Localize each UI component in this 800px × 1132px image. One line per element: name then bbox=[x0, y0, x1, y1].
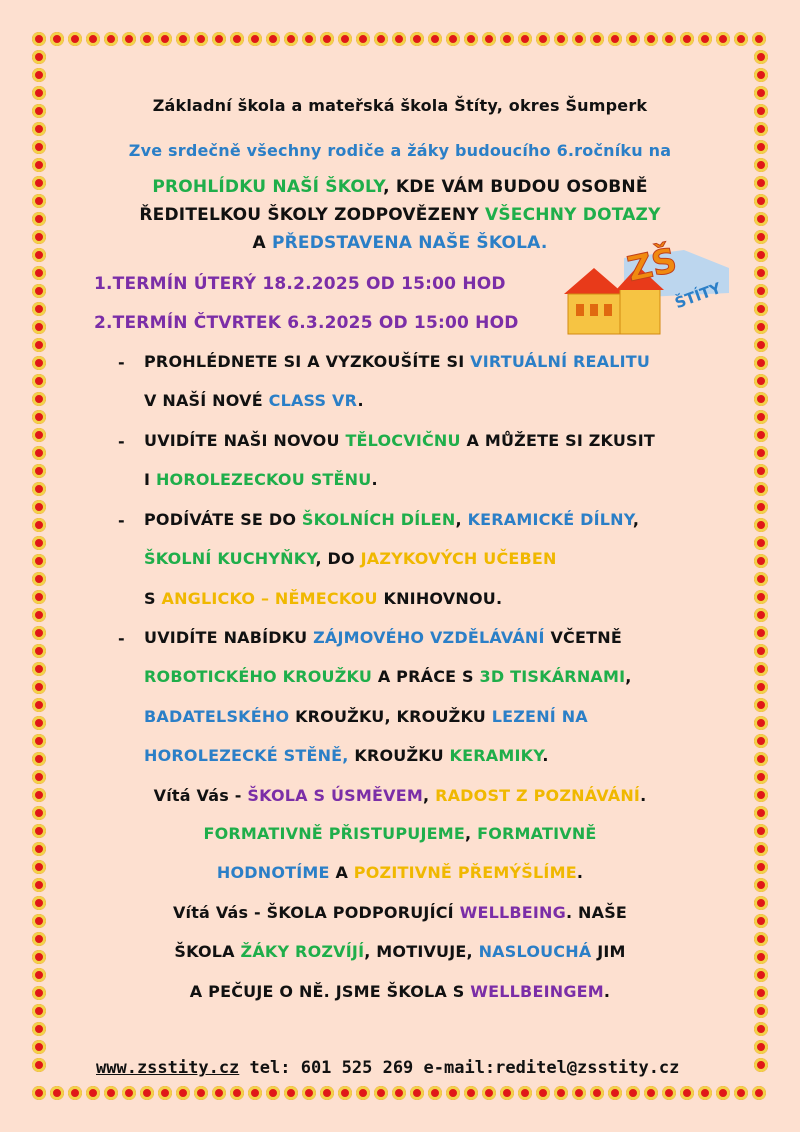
website-link[interactable]: www.zsstity.cz bbox=[96, 1058, 240, 1078]
flower-icon bbox=[446, 1086, 460, 1100]
flower-icon bbox=[626, 32, 640, 46]
flower-icon bbox=[644, 32, 658, 46]
flower-icon bbox=[32, 68, 46, 82]
ceramics-highlight: KERAMIKY bbox=[449, 746, 543, 765]
flower-icon bbox=[554, 1086, 568, 1100]
date-1 bbox=[94, 274, 506, 294]
climbing-highlight: LEZENÍ NA bbox=[491, 707, 588, 726]
bullet-3: - bbox=[118, 511, 125, 530]
flower-icon bbox=[32, 482, 46, 496]
flower-icon bbox=[464, 1086, 478, 1100]
flower-icon bbox=[410, 32, 424, 46]
flower-icon bbox=[194, 1086, 208, 1100]
school-house-logo bbox=[564, 238, 734, 338]
flower-icon bbox=[754, 500, 768, 514]
flower-icon bbox=[754, 446, 768, 460]
item-text: , DO bbox=[315, 549, 361, 568]
flower-icon bbox=[754, 482, 768, 496]
flower-icon bbox=[500, 1086, 514, 1100]
flower-icon bbox=[374, 1086, 388, 1100]
closing-line-2 bbox=[0, 824, 800, 843]
intro-text: ŘEDITELKOU ŠKOLY ZODPOVĚZENY bbox=[139, 205, 485, 225]
flower-icon bbox=[754, 1040, 768, 1054]
flower-icon bbox=[754, 266, 768, 280]
item-text: KNIHOVNOU. bbox=[377, 589, 503, 608]
research-highlight: BADATELSKÉHO bbox=[144, 707, 290, 726]
flower-icon bbox=[754, 1022, 768, 1036]
item-text: UVIDÍTE NABÍDKU bbox=[144, 628, 314, 647]
flower-icon bbox=[754, 698, 768, 712]
flower-icon bbox=[32, 626, 46, 640]
flower-icon bbox=[32, 1004, 46, 1018]
flower-icon bbox=[518, 32, 532, 46]
flower-icon bbox=[32, 842, 46, 856]
flower-icon bbox=[158, 1086, 172, 1100]
flower-icon bbox=[754, 320, 768, 334]
closing-text: . bbox=[640, 786, 647, 805]
flower-icon bbox=[338, 32, 352, 46]
flower-icon bbox=[754, 842, 768, 856]
flower-icon bbox=[464, 32, 478, 46]
flower-icon bbox=[32, 464, 46, 478]
flower-icon bbox=[176, 32, 190, 46]
flower-icon bbox=[754, 1004, 768, 1018]
flower-icon bbox=[754, 554, 768, 568]
flower-icon bbox=[754, 572, 768, 586]
flower-icon bbox=[754, 338, 768, 352]
flower-icon bbox=[32, 1086, 46, 1100]
flower-icon bbox=[32, 338, 46, 352]
closing-text: ŠKOLA bbox=[174, 942, 241, 961]
flower-icon bbox=[248, 32, 262, 46]
flower-icon bbox=[212, 32, 226, 46]
flower-icon bbox=[754, 284, 768, 298]
flower-icon bbox=[754, 536, 768, 550]
flower-icon bbox=[754, 716, 768, 730]
date-2 bbox=[94, 313, 519, 333]
flower-icon bbox=[32, 968, 46, 982]
logo-window bbox=[576, 304, 584, 316]
flower-icon bbox=[32, 356, 46, 370]
robotics-highlight: ROBOTICKÉHO KROUŽKU bbox=[144, 667, 373, 686]
flower-icon bbox=[754, 1058, 768, 1072]
school-presented-highlight: PŘEDSTAVENA NAŠE ŠKOLA. bbox=[271, 233, 548, 253]
item-text: UVIDÍTE NAŠI NOVOU bbox=[144, 431, 346, 450]
flower-icon bbox=[32, 392, 46, 406]
flower-icon bbox=[140, 32, 154, 46]
flower-icon bbox=[212, 1086, 226, 1100]
flower-icon bbox=[32, 644, 46, 658]
flower-icon bbox=[500, 32, 514, 46]
logo-name: ŠTÍTY bbox=[672, 279, 724, 313]
flower-icon bbox=[32, 1022, 46, 1036]
flower-border-bottom bbox=[30, 1084, 770, 1102]
flower-icon bbox=[32, 752, 46, 766]
logo-letters: ZŠ bbox=[623, 240, 681, 290]
flower-icon bbox=[32, 680, 46, 694]
wellbeing-school-highlight: WELLBEINGEM bbox=[470, 982, 604, 1001]
flower-icon bbox=[32, 500, 46, 514]
closing-text: , bbox=[423, 786, 436, 805]
flower-icon bbox=[302, 32, 316, 46]
flower-icon bbox=[754, 68, 768, 82]
flower-icon bbox=[754, 680, 768, 694]
flower-icon bbox=[32, 554, 46, 568]
flower-border-right bbox=[752, 48, 770, 1084]
flower-icon bbox=[572, 1086, 586, 1100]
item-4-line-2 bbox=[144, 667, 632, 686]
bullet-1: - bbox=[118, 353, 125, 372]
assess-highlight: HODNOTÍME bbox=[216, 863, 330, 882]
intro-text: , KDE VÁM BUDOU OSOBNĚ bbox=[383, 177, 648, 197]
flower-icon bbox=[754, 122, 768, 136]
flower-icon bbox=[754, 50, 768, 64]
wellbeing-highlight: WELLBEING bbox=[459, 903, 566, 922]
develops-highlight: ŽÁKY ROZVÍJÍ bbox=[240, 942, 365, 961]
flower-icon bbox=[32, 410, 46, 424]
closing-text: . NAŠE bbox=[565, 903, 628, 922]
flower-icon bbox=[68, 1086, 82, 1100]
flower-icon bbox=[284, 1086, 298, 1100]
flower-icon bbox=[754, 770, 768, 784]
flower-icon bbox=[50, 32, 64, 46]
flower-icon bbox=[518, 1086, 532, 1100]
flower-icon bbox=[32, 590, 46, 604]
flower-icon bbox=[754, 734, 768, 748]
language-rooms-highlight: JAZYKOVÝCH UČEBEN bbox=[360, 549, 557, 568]
closing-line-1 bbox=[0, 786, 800, 805]
logo-graphic bbox=[564, 238, 734, 338]
contact-footer bbox=[96, 1058, 679, 1078]
item-4-line-4 bbox=[144, 746, 549, 765]
item-text: PROHLÉDNETE SI A VYZKOUŠÍTE SI bbox=[144, 352, 471, 371]
school-name bbox=[0, 96, 800, 115]
flower-icon bbox=[320, 32, 334, 46]
flower-icon bbox=[32, 122, 46, 136]
flower-icon bbox=[754, 302, 768, 316]
item-2-line-2 bbox=[144, 470, 378, 489]
item-text: KROUŽKU bbox=[348, 746, 450, 765]
flower-icon bbox=[320, 1086, 334, 1100]
flower-icon bbox=[122, 1086, 136, 1100]
flower-icon bbox=[428, 32, 442, 46]
flower-icon bbox=[754, 806, 768, 820]
flower-icon bbox=[754, 410, 768, 424]
flower-icon bbox=[752, 32, 766, 46]
closing-text: , MOTIVUJE, bbox=[364, 942, 479, 961]
flower-icon bbox=[754, 464, 768, 478]
flower-icon bbox=[608, 1086, 622, 1100]
intro-text: A bbox=[252, 233, 272, 253]
flower-icon bbox=[32, 446, 46, 460]
flower-icon bbox=[754, 392, 768, 406]
item-text: PODÍVÁTE SE DO bbox=[144, 510, 302, 529]
flower-icon bbox=[230, 1086, 244, 1100]
flower-icon bbox=[446, 32, 460, 46]
formative-highlight: FORMATIVNĚ bbox=[477, 824, 597, 843]
flower-icon bbox=[266, 32, 280, 46]
flower-icon bbox=[716, 32, 730, 46]
flower-icon bbox=[754, 356, 768, 370]
item-text: , bbox=[455, 510, 468, 529]
flower-icon bbox=[590, 32, 604, 46]
closing-text: Vítá Vás - ŠKOLA PODPORUJÍCÍ bbox=[172, 903, 460, 922]
invite-line bbox=[0, 141, 800, 160]
date-2-text: 2.TERMÍN ČTVRTEK 6.3.2025 OD 15:00 HOD bbox=[94, 313, 519, 333]
joy-highlight: RADOST Z POZNÁVÁNÍ bbox=[435, 786, 641, 805]
item-text: . bbox=[542, 746, 549, 765]
logo-roof-left bbox=[564, 268, 624, 294]
climbing-wall-club-highlight: HOROLEZECKÉ STĚNĚ, bbox=[144, 746, 349, 765]
flower-icon bbox=[32, 1058, 46, 1072]
flower-icon bbox=[68, 32, 82, 46]
listens-highlight: NASLOUCHÁ bbox=[478, 942, 592, 961]
ceramics-workshop-highlight: KERAMICKÉ DÍLNY bbox=[467, 510, 633, 529]
flower-icon bbox=[662, 32, 676, 46]
flower-icon bbox=[680, 1086, 694, 1100]
flower-icon bbox=[32, 572, 46, 586]
flower-icon bbox=[356, 32, 370, 46]
closing-text: A PEČUJE O NĚ. JSME ŠKOLA S bbox=[189, 982, 471, 1001]
flower-icon bbox=[140, 1086, 154, 1100]
flower-icon bbox=[754, 662, 768, 676]
flower-icon bbox=[32, 770, 46, 784]
flower-icon bbox=[32, 374, 46, 388]
vr-highlight: VIRTUÁLNÍ REALITU bbox=[470, 352, 651, 371]
flower-icon bbox=[482, 32, 496, 46]
flower-icon bbox=[752, 1086, 766, 1100]
flower-icon bbox=[284, 32, 298, 46]
item-1-line-1 bbox=[144, 352, 650, 371]
flower-icon bbox=[698, 1086, 712, 1100]
item-3-line-1 bbox=[144, 510, 639, 529]
closing-text: JIM bbox=[591, 942, 626, 961]
logo-window bbox=[604, 304, 612, 316]
logo-window bbox=[590, 304, 598, 316]
flower-icon bbox=[754, 626, 768, 640]
flower-icon bbox=[662, 1086, 676, 1100]
flower-icon bbox=[32, 608, 46, 622]
flower-icon bbox=[158, 32, 172, 46]
interest-education-highlight: ZÁJMOVÉHO VZDĚLÁVÁNÍ bbox=[313, 628, 545, 647]
flower-icon bbox=[248, 1086, 262, 1100]
item-4-line-1 bbox=[144, 628, 622, 647]
flower-icon bbox=[536, 32, 550, 46]
flower-icon bbox=[754, 968, 768, 982]
closing-text: . bbox=[603, 982, 611, 1001]
flower-icon bbox=[194, 32, 208, 46]
flower-icon bbox=[482, 1086, 496, 1100]
tour-highlight: PROHLÍDKU NAŠÍ ŠKOLY bbox=[152, 177, 384, 197]
flower-icon bbox=[754, 590, 768, 604]
flower-icon bbox=[176, 1086, 190, 1100]
flower-icon bbox=[32, 302, 46, 316]
smile-school-highlight: ŠKOLA S ÚSMĚVEM bbox=[247, 786, 423, 805]
item-text: V NAŠÍ NOVÉ bbox=[144, 391, 269, 410]
item-4-line-3 bbox=[144, 707, 588, 726]
item-text: A MŮŽETE SI ZKUSIT bbox=[460, 431, 656, 450]
class-vr-highlight: CLASS VR bbox=[268, 391, 358, 410]
flower-icon bbox=[32, 716, 46, 730]
flower-icon bbox=[392, 1086, 406, 1100]
flower-icon bbox=[644, 1086, 658, 1100]
flower-icon bbox=[104, 32, 118, 46]
flower-icon bbox=[608, 32, 622, 46]
item-3-line-2 bbox=[144, 549, 557, 568]
flower-icon bbox=[86, 1086, 100, 1100]
flower-icon bbox=[266, 1086, 280, 1100]
flower-icon bbox=[32, 698, 46, 712]
intro-line-2 bbox=[0, 205, 800, 225]
flower-icon bbox=[626, 1086, 640, 1100]
flower-icon bbox=[716, 1086, 730, 1100]
flower-icon bbox=[32, 158, 46, 172]
questions-highlight: VŠECHNY DOTAZY bbox=[484, 205, 661, 225]
flower-icon bbox=[32, 266, 46, 280]
bullet-2: - bbox=[118, 432, 125, 451]
item-2-line-1 bbox=[144, 431, 655, 450]
flower-icon bbox=[590, 1086, 604, 1100]
flower-icon bbox=[754, 608, 768, 622]
flower-icon bbox=[32, 50, 46, 64]
item-text: KROUŽKU, KROUŽKU bbox=[289, 707, 492, 726]
school-name-text: Základní škola a mateřská škola Štíty, okres Šumperk bbox=[152, 96, 648, 115]
flower-icon bbox=[754, 518, 768, 532]
flower-icon bbox=[410, 1086, 424, 1100]
flower-icon bbox=[754, 374, 768, 388]
flower-icon bbox=[32, 284, 46, 298]
closing-line-3 bbox=[0, 863, 800, 882]
flower-icon bbox=[356, 1086, 370, 1100]
climbing-wall-highlight: HOROLEZECKOU STĚNU bbox=[155, 470, 372, 489]
formative-approach-highlight: FORMATIVNĚ PŘISTUPUJEME bbox=[203, 824, 465, 843]
flower-icon bbox=[338, 1086, 352, 1100]
flower-icon bbox=[50, 1086, 64, 1100]
flower-icon bbox=[32, 536, 46, 550]
flower-icon bbox=[32, 32, 46, 46]
flower-icon bbox=[698, 32, 712, 46]
flower-icon bbox=[754, 158, 768, 172]
bullet-4: - bbox=[118, 629, 125, 648]
item-text: A PRÁCE S bbox=[372, 667, 480, 686]
item-text: S bbox=[144, 589, 162, 608]
flower-icon bbox=[680, 32, 694, 46]
flower-icon bbox=[572, 32, 586, 46]
date-1-text: 1.TERMÍN ÚTERÝ 18.2.2025 OD 15:00 HOD bbox=[94, 274, 506, 294]
flower-icon bbox=[32, 806, 46, 820]
flower-border-left bbox=[30, 48, 48, 1084]
flower-icon bbox=[734, 1086, 748, 1100]
3d-printers-highlight: 3D TISKÁRNAMI bbox=[479, 667, 626, 686]
flower-icon bbox=[428, 1086, 442, 1100]
flower-icon bbox=[32, 734, 46, 748]
contact-details: tel: 601 525 269 e-mail:reditel@zsstity.cz bbox=[239, 1058, 680, 1078]
workshops-highlight: ŠKOLNÍCH DÍLEN bbox=[301, 510, 456, 529]
item-1-line-2 bbox=[144, 391, 364, 410]
closing-text: , bbox=[465, 824, 478, 843]
flower-icon bbox=[32, 518, 46, 532]
flower-icon bbox=[536, 1086, 550, 1100]
item-3-line-3 bbox=[144, 589, 502, 608]
closing-text: A bbox=[329, 863, 354, 882]
item-text: . bbox=[357, 391, 364, 410]
flower-icon bbox=[754, 752, 768, 766]
intro-line-1 bbox=[0, 177, 800, 197]
flower-icon bbox=[302, 1086, 316, 1100]
flower-icon bbox=[374, 32, 388, 46]
flower-icon bbox=[122, 32, 136, 46]
flower-icon bbox=[554, 32, 568, 46]
flower-icon bbox=[32, 1040, 46, 1054]
flower-icon bbox=[32, 320, 46, 334]
item-text: . bbox=[371, 470, 378, 489]
item-text: , bbox=[625, 667, 632, 686]
invite-text: Zve srdečně všechny rodiče a žáky budoucího 6.ročníku na bbox=[128, 141, 672, 160]
flower-icon bbox=[734, 32, 748, 46]
closing-text: . bbox=[576, 863, 584, 882]
closing-line-4 bbox=[0, 903, 800, 922]
flower-icon bbox=[754, 644, 768, 658]
flower-icon bbox=[230, 32, 244, 46]
item-text: , bbox=[632, 510, 640, 529]
flower-icon bbox=[392, 32, 406, 46]
flower-icon bbox=[32, 662, 46, 676]
gym-highlight: TĚLOCVIČNU bbox=[345, 431, 461, 450]
flower-border-top bbox=[30, 30, 770, 48]
positive-thinking-highlight: POZITIVNĚ PŘEMÝŠLÍME bbox=[353, 863, 577, 882]
library-highlight: ANGLICKO – NĚMECKOU bbox=[161, 589, 378, 608]
item-text: I bbox=[144, 470, 156, 489]
kitchen-highlight: ŠKOLNÍ KUCHYŇKY bbox=[144, 549, 316, 568]
flower-icon bbox=[32, 428, 46, 442]
flower-icon bbox=[86, 32, 100, 46]
closing-line-6 bbox=[0, 982, 800, 1001]
flower-icon bbox=[104, 1086, 118, 1100]
closing-text: Vítá Vás - bbox=[153, 786, 248, 805]
flower-icon bbox=[754, 428, 768, 442]
item-text: VČETNĚ bbox=[544, 628, 622, 647]
closing-line-5 bbox=[0, 942, 800, 961]
